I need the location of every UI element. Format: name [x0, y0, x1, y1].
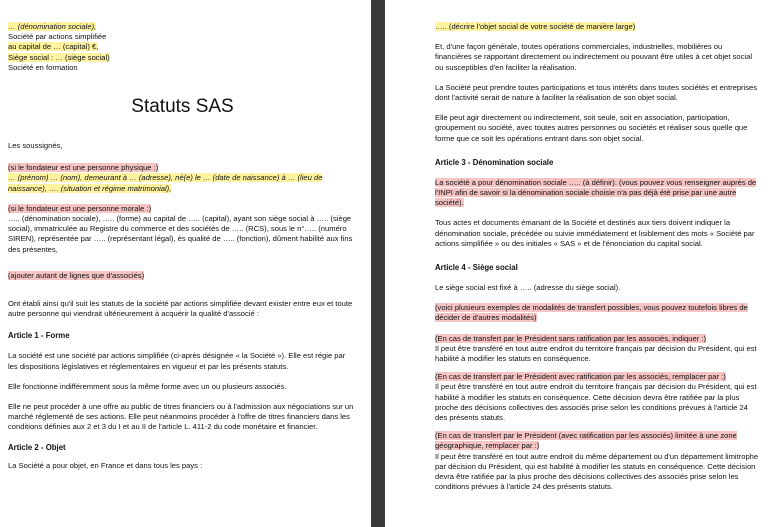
- physique-heading: (si le fondateur est une personne physique :): [8, 163, 159, 173]
- article-4-paragraph: Le siège social est fixé à ….. (adresse du siège social).: [435, 283, 621, 293]
- transfer-option-text: Il peut être transféré en tout autre endroit du territoire français par décision du Président, qui est habilité à modifier les statuts en conséquence.: [435, 343, 757, 364]
- objet-paragraph: Et, d'une façon générale, toutes opérations commerciales, industrielles, mobilières ou financières se rapportant directement ou indirectement ou pouvant être utiles à cet objet social ou susceptibles d'en faciliter la réalisation.: [435, 42, 753, 72]
- decrire-text: ….. (décrire l'objet social de votre société de manière large): [435, 22, 636, 31]
- header-line: Siège social : … (siège social): [8, 52, 110, 62]
- header-line: Société par actions simplifiée: [8, 32, 107, 42]
- physique-text: … (prénom) … (nom), demeurant à … (adresse), né(e) le … (date de naissance) à … (lieu de naissance), …. (situation et régime matrimonial),: [8, 173, 323, 193]
- article-3-paragraph: La société a pour dénomination sociale ….. (à définir). (vous pouvez vous renseigner auprès de l'INPI afin de savoir si la dénomination sociale choisie n'a pas déjà été prise par une autre société).: [435, 177, 757, 208]
- header-line: au capital de … (capital) €,: [8, 42, 99, 52]
- morale-text: ….. (dénomination sociale), ….. (forme) au capital de ….. (capital), ayant son siège social à ….. (siège social), immatriculée au Registre du commerce et des sociétés de ….. (RCS), sous le n°….. (numéro SIREN), représentée par ….. (représentant légal), ès qualité de ….. (fonction), dûment habilité aux fins des présentes,: [8, 214, 353, 254]
- article-4-note: (voici plusieurs exemples de modalités de transfert possibles, vous pouvez toutefois libres de décider de d'autres modalités): [435, 303, 748, 323]
- transfer-option-heading: (En cas de transfert par le Président sans ratification par les associés, indiquer :): [435, 333, 706, 343]
- article-3-paragraph: Tous actes et documents émanant de la Société et destinés aux tiers doivent indiquer la dénomination sociale, précédée ou suivie immédiatement et lisiblement des mots « Société par actions simplifiée » ou des initiales « SAS » et de l'énonciation du capital social.: [435, 218, 755, 248]
- article-3-title: Article 3 - Dénomination sociale: [435, 157, 554, 167]
- soussignes-text: Les soussignés,: [8, 141, 63, 151]
- article-1-title: Article 1 - Forme: [8, 331, 70, 341]
- transfer-option-heading: (En cas de transfert par le Président avec ratification par les associés, remplacer par :): [435, 372, 726, 382]
- article-2-paragraph: La Société a pour objet, en France et dans tous les pays :: [8, 460, 203, 470]
- transfer-option: [435, 372, 760, 423]
- transfer-option-text: Il peut être transféré en tout autre endroit du même département ou d'un département limitrophe par décision du Président, qui est habilité à modifier les statuts en conséquence. Cette décision devra être ratifiée par la plus proche des décisions collectives des associés prise selon les conditions prévues à l'article 24 des présents statuts.: [435, 451, 759, 492]
- document-title: Statuts SAS: [131, 96, 234, 118]
- transfer-option-heading: (En cas de transfert par le Président (avec ratification par les associés) limitée à une zone géographique, remplacer par :): [435, 431, 737, 451]
- transfer-option: [435, 334, 760, 365]
- morale-block: [8, 204, 357, 255]
- ont-etabli-text: Ont établi ainsi qu'il suit les statuts de la société par actions simplifiée devant exister entre eux et toute autre personne qui viendrait ultérieurement à acquérir la qualité d'associé :: [8, 299, 353, 319]
- ajouter-text: (ajouter autant de lignes que d'associés): [8, 270, 145, 280]
- article-1-paragraph: La société est une société par actions simplifiée (ci-après désignée « la Société »). Elle est régie par les dispositions législatives et réglementaires en vigueur et par les présents statuts.: [8, 351, 346, 371]
- objet-paragraph: Elle peut agir directement ou indirectement, soit seule, soit en association, participation, groupement ou société, avec toutes autres personnes ou sociétés et réaliser sous quelle que forme que ce soit les opérations entrant dans son objet social.: [435, 113, 748, 143]
- header-block: [8, 22, 357, 73]
- document-page-right: [385, 0, 768, 527]
- article-4-title: Article 4 - Siège social: [435, 263, 518, 273]
- transfer-option-text: Il peut être transféré en tout autre endroit du territoire français par décision du Président, qui est habilité à modifier les statuts en conséquence. Cette décision devra être ratifiée par la plus proche des décisions collectives des associés prise selon les conditions prévues à l'article 24 des présents statuts.: [435, 382, 757, 423]
- article-1-paragraph: Elle ne peut procéder à une offre au public de titres financiers ou à l'admission aux négociations sur un marché réglementé de ses actions. Elle peut néanmoins procéder à l'offre de titres financiers dans les conditions définies aux 2 et 3 du I et au II de l'article L. 411-2 du code monétaire et financier.: [8, 402, 354, 432]
- article-3-block: [435, 178, 760, 209]
- article-1-paragraph: Elle fonctionne indifféremment sous la même forme avec un ou plusieurs associés.: [8, 381, 287, 391]
- article-2-title: Article 2 - Objet: [8, 442, 66, 452]
- header-line: Société en formation: [8, 62, 78, 72]
- article-4-note-block: [435, 303, 760, 323]
- morale-heading: (si le fondateur est une personne morale :): [8, 203, 152, 213]
- ajouter-note: [8, 271, 357, 281]
- objet-paragraph: La Société peut prendre toutes participations et tous intérêts dans toutes sociétés et entreprises dont l'activité serait de nature à faciliter la réalisation de son objet social.: [435, 82, 758, 103]
- objet-block: [435, 22, 760, 32]
- transfer-option: [435, 431, 760, 492]
- header-line: … (dénomination sociale),: [8, 22, 97, 31]
- document-page-left: [0, 0, 371, 527]
- physique-block: [8, 163, 357, 194]
